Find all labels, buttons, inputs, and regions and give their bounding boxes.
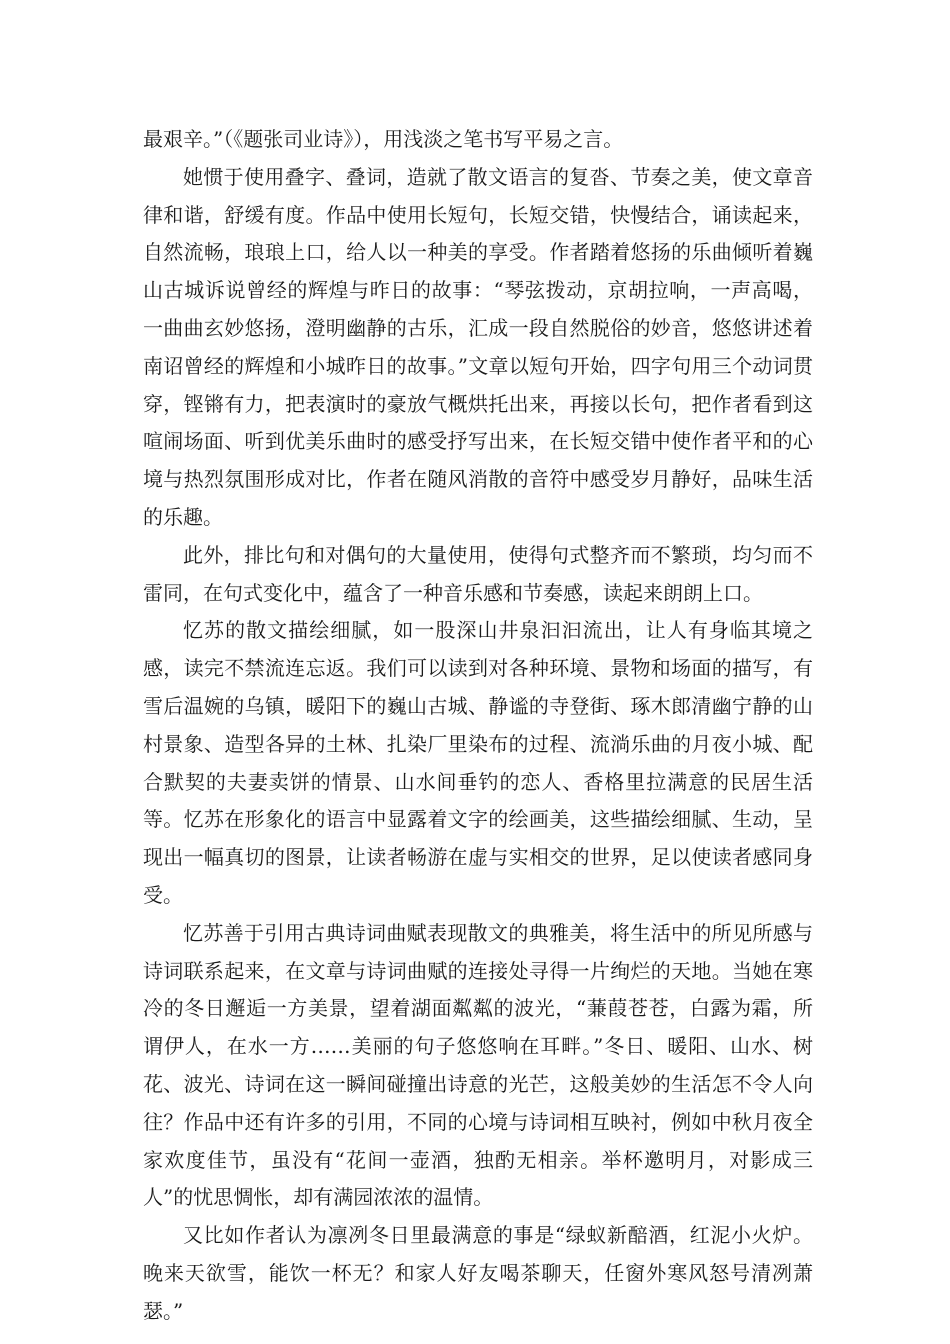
paragraph-winter: 又比如作者认为凛冽冬日里最满意的事是“绿蚁新醅酒，红泥小火炉。晚来天欲雪，能饮一杯无？和家人好友喝茶聊天，任窗外寒风怒号清冽萧瑟。” <box>143 1223 813 1323</box>
article-body <box>143 121 813 1331</box>
paragraph-description: 忆苏的散文描绘细腻，如一股深山井泉汩汩流出，让人有身临其境之感，读完不禁流连忘返。我们可以读到对各种环境、景物和场面的描写，有雪后温婉的乌镇，暖阳下的巍山古城、静谧的寺登街、琢木郎清幽宁静的山村景象、造型各异的土林、扎染厂里染布的过程、流淌乐曲的月夜小城、配合默契的夫妻卖饼的情景、山水间垂钓的恋人、香格里拉满意的民居生活等。忆苏在形象化的语言中显露着文字的绘画美，这些描绘细腻、生动，呈现出一幅真切的图景，让读者畅游在虚与实相交的世界，足以使读者感同身受。 <box>143 618 813 907</box>
paragraph-parallelism: 此外，排比句和对偶句的大量使用，使得句式整齐而不繁琐，均匀而不雷同，在句式变化中，蕴含了一种音乐感和节奏感，读起来朗朗上口。 <box>143 542 813 605</box>
paragraph-reduplication: 她惯于使用叠字、叠词，造就了散文语言的复沓、节奏之美，使文章音律和谐，舒缓有度。作品中使用长短句，长短交错，快慢结合，诵读起来，自然流畅，琅琅上口，给人以一种美的享受。作者踏着悠扬的乐曲倾听着巍山古城诉说曾经的辉煌与昨日的故事：“琴弦拨动，京胡拉响，一声高喝，一曲曲玄妙悠扬，澄明幽静的古乐，汇成一段自然脱俗的妙音，悠悠讲述着南诏曾经的辉煌和小城昨日的故事。”文章以短句开始，四字句用三个动词贯穿，铿锵有力，把表演时的豪放气概烘托出来，再接以长句，把作者看到这喧闹场面、听到优美乐曲时的感受抒写出来，在长短交错中使作者平和的心境与热烈氛围形成对比，作者在随风消散的音符中感受岁月静好，品味生活的乐趣。 <box>143 164 813 529</box>
paragraph-continuation: 最艰辛。”（《题张司业诗》），用浅淡之笔书写平易之言。 <box>143 127 624 151</box>
paragraph-poetry-citation: 忆苏善于引用古典诗词曲赋表现散文的典雅美，将生活中的所见所感与诗词联系起来，在文章与诗词曲赋的连接处寻得一片绚烂的天地。当她在寒冷的冬日邂逅一方美景，望着湖面粼粼的波光，“蒹葭苍苍，白露为霜，所谓伊人，在水一方……美丽的句子悠悠响在耳畔。”冬日、暖阳、山水、树花、波光、诗词在这一瞬间碰撞出诗意的光芒，这般美妙的生活怎不令人向往？作品中还有许多的引用，不同的心境与诗词相互映衬，例如中秋月夜全家欢度佳节，虽没有“花间一壶酒，独酌无相亲。举杯邀明月，对影成三人”的忧思惆怅，却有满园浓浓的温情。 <box>143 920 813 1210</box>
